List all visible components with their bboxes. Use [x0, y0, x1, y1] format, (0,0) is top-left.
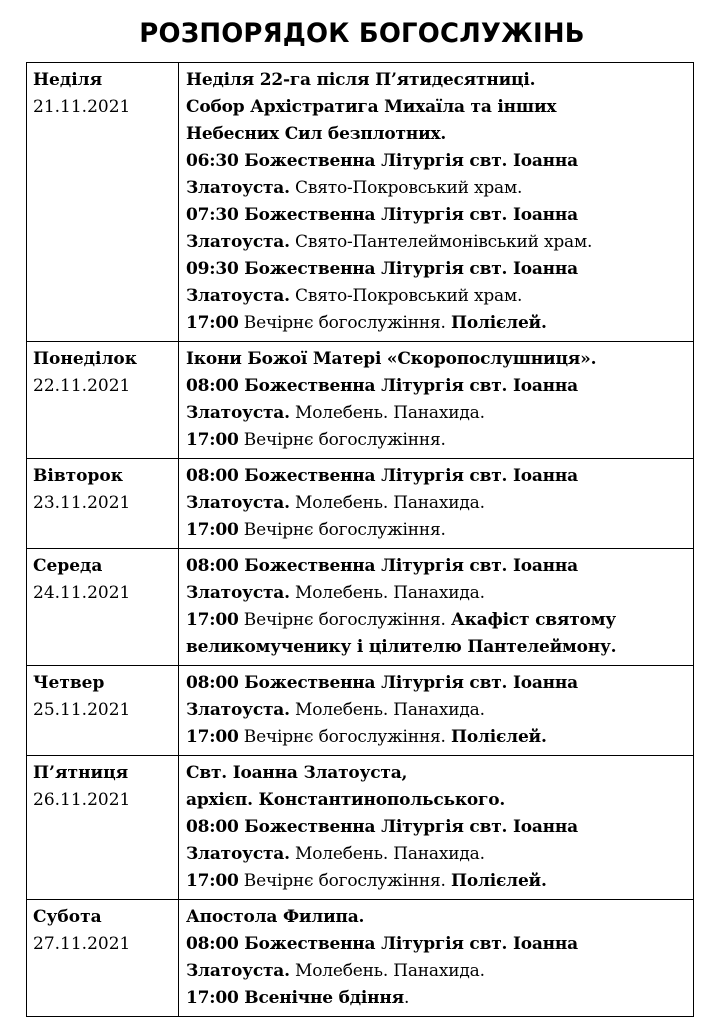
service-line — [186, 463, 687, 490]
day-cell — [27, 900, 179, 1017]
service-text-bold: Апостола Филипа. — [186, 907, 365, 927]
service-line — [186, 427, 687, 454]
services-cell — [179, 459, 694, 549]
day-cell — [27, 342, 179, 459]
service-text-bold: Златоуста. — [186, 493, 290, 513]
day-name: Вівторок — [33, 466, 124, 486]
service-text: Молебень. Панахида. — [289, 961, 485, 981]
services-cell — [179, 549, 694, 666]
service-line — [186, 904, 687, 931]
day-name: Субота — [33, 907, 102, 927]
day-cell — [27, 459, 179, 549]
service-line — [186, 841, 687, 868]
day-cell — [27, 666, 179, 756]
service-text-bold: Небесних Сил безплотних. — [186, 124, 447, 144]
service-line — [186, 373, 687, 400]
service-text: Молебень. Панахида. — [289, 403, 485, 423]
service-text-bold: Златоуста. — [186, 700, 290, 720]
service-line — [186, 931, 687, 958]
service-line — [186, 175, 687, 202]
service-line — [186, 121, 687, 148]
schedule-row — [27, 459, 694, 549]
service-text: Молебень. Панахида. — [289, 493, 485, 513]
services-cell — [179, 63, 694, 342]
service-text: Молебень. Панахида. — [289, 583, 485, 603]
service-text-bold: 17:00 — [186, 430, 239, 450]
schedule-table — [26, 62, 694, 1017]
service-text: Свято-Пантелеймонівський храм. — [289, 232, 593, 252]
service-text-bold: 08:00 Божественна Літургія свт. Іоанна — [186, 376, 578, 396]
service-line — [186, 346, 687, 373]
service-line — [186, 985, 687, 1012]
schedule-row — [27, 666, 694, 756]
day-date: 21.11.2021 — [33, 97, 131, 117]
service-text-bold: 08:00 Божественна Літургія свт. Іоанна — [186, 817, 578, 837]
service-line — [186, 229, 687, 256]
service-text-bold: 08:00 Божественна Літургія свт. Іоанна — [186, 466, 578, 486]
service-text: Молебень. Панахида. — [289, 844, 485, 864]
service-line — [186, 283, 687, 310]
service-line — [186, 310, 687, 337]
day-name: Неділя — [33, 70, 103, 90]
service-text-bold: 17:00 — [186, 610, 239, 630]
day-cell — [27, 756, 179, 900]
service-text: Вечірнє богослужіння. — [238, 520, 446, 540]
service-text: Вечірнє богослужіння. — [238, 871, 451, 891]
service-text-bold: архієп. Константинопольського. — [186, 790, 506, 810]
service-line — [186, 724, 687, 751]
service-text-bold: 08:00 Божественна Літургія свт. Іоанна — [186, 556, 578, 576]
schedule-row — [27, 342, 694, 459]
service-text-bold: Златоуста. — [186, 403, 290, 423]
service-text: Свято-Покровський храм. — [289, 178, 523, 198]
service-text-bold: 17:00 — [186, 727, 239, 747]
service-text-bold: Полієлей. — [450, 727, 547, 747]
schedule-row — [27, 756, 694, 900]
page-title: РОЗПОРЯДОК БОГОСЛУЖІНЬ — [139, 18, 585, 49]
day-name: П’ятниця — [33, 763, 129, 783]
services-cell — [179, 756, 694, 900]
service-line — [186, 490, 687, 517]
service-line — [186, 760, 687, 787]
services-cell — [179, 666, 694, 756]
service-text-bold: Златоуста. — [186, 844, 290, 864]
service-text-bold: 08:00 Божественна Літургія свт. Іоанна — [186, 934, 578, 954]
service-line — [186, 634, 687, 661]
service-line — [186, 94, 687, 121]
service-text-bold: 17:00 — [186, 313, 239, 333]
service-text-bold: 06:30 Божественна Літургія свт. Іоанна — [186, 151, 578, 171]
service-line — [186, 958, 687, 985]
service-text-bold: 17:00 — [186, 871, 239, 891]
services-cell — [179, 900, 694, 1017]
service-text: Вечірнє богослужіння. — [238, 610, 451, 630]
day-date: 26.11.2021 — [33, 790, 131, 810]
service-line — [186, 517, 687, 544]
service-text-bold: Акафіст святому — [450, 610, 616, 630]
day-date: 22.11.2021 — [33, 376, 131, 396]
day-name: Четвер — [33, 673, 105, 693]
service-text-bold: Ікони Божої Матері «Скоропослушниця». — [186, 349, 597, 369]
service-text-bold: 08:00 Божественна Літургія свт. Іоанна — [186, 673, 578, 693]
service-text-bold: 17:00 — [186, 520, 239, 540]
service-text: Молебень. Панахида. — [289, 700, 485, 720]
day-date: 24.11.2021 — [33, 583, 131, 603]
service-text-bold: Златоуста. — [186, 583, 290, 603]
service-line — [186, 400, 687, 427]
service-text-bold: 07:30 Божественна Літургія свт. Іоанна — [186, 205, 578, 225]
service-text-bold: Златоуста. — [186, 961, 290, 981]
service-text-bold: 17:00 Всенічне бдіння — [186, 988, 404, 1008]
service-line — [186, 814, 687, 841]
service-text-bold: Златоуста. — [186, 286, 290, 306]
service-text: Вечірнє богослужіння. — [238, 727, 451, 747]
service-text-bold: Полієлей. — [450, 313, 547, 333]
service-line — [186, 607, 687, 634]
service-line — [186, 67, 687, 94]
day-name: Понеділок — [33, 349, 138, 369]
day-date: 25.11.2021 — [33, 700, 131, 720]
service-line — [186, 670, 687, 697]
services-cell — [179, 342, 694, 459]
service-line — [186, 697, 687, 724]
day-date: 23.11.2021 — [33, 493, 131, 513]
service-text-bold: Собор Архістратига Михаїла та інших — [186, 97, 557, 117]
service-text: Вечірнє богослужіння. — [238, 313, 451, 333]
service-text: . — [403, 988, 410, 1008]
schedule-row — [27, 900, 694, 1017]
service-text: Вечірнє богослужіння. — [238, 430, 446, 450]
service-line — [186, 256, 687, 283]
service-line — [186, 868, 687, 895]
service-line — [186, 553, 687, 580]
service-text-bold: Златоуста. — [186, 178, 290, 198]
service-text-bold: Свт. Іоанна Златоуста, — [186, 763, 408, 783]
day-cell — [27, 63, 179, 342]
schedule-row — [27, 63, 694, 342]
service-text-bold: Неділя 22-га після П’ятидесятниці. — [186, 70, 536, 90]
service-text-bold: Златоуста. — [186, 232, 290, 252]
service-text-bold: Полієлей. — [450, 871, 547, 891]
service-line — [186, 148, 687, 175]
service-line — [186, 580, 687, 607]
service-line — [186, 202, 687, 229]
service-text: Свято-Покровський храм. — [289, 286, 523, 306]
day-date: 27.11.2021 — [33, 934, 131, 954]
service-line — [186, 787, 687, 814]
service-text-bold: великомученику і цілителю Пантелеймону. — [186, 637, 617, 657]
day-name: Середа — [33, 556, 103, 576]
day-cell — [27, 549, 179, 666]
service-text-bold: 09:30 Божественна Літургія свт. Іоанна — [186, 259, 578, 279]
schedule-body — [27, 63, 694, 1017]
schedule-row — [27, 549, 694, 666]
